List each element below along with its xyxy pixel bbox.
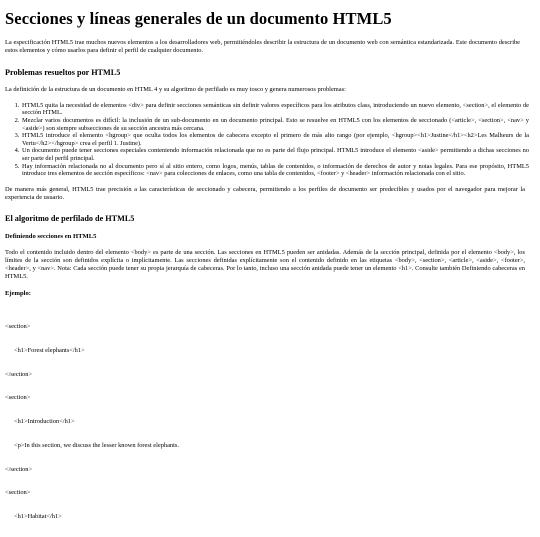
section-heading-algorithm: El algoritmo de perfilado de HTML5 [5, 214, 135, 224]
page-title: Secciones y líneas generales de un documento HTML5 [5, 9, 392, 28]
problems-list [5, 102, 529, 178]
code-line: <section> [5, 323, 31, 331]
code-line: <h1>Forest elephants</h1> [14, 347, 85, 355]
code-line: </section> [5, 370, 33, 378]
defining-sections-paragraph: Todo el contenido incluido dentro del elemento <body> es parte de una sección. Las secciones en HTML5 pueden ser anidadas. Además de la sección principal, definida por el elemento <body>, los límites de la sección son definidos explícita o implícitamente. Las secciones definidas explícitamente son el contenido definido en las etiquetas <body>, <section>, <article>, <aside>, <footer>, <header>, y <nav>. Nota: Cada sección puede tener su propia jerarquía de cabeceras. Por lo tanto, incluso una sección anidada puede tener un elemento <h1>. Consulte también Definiendo cabeceras en HTML5. [5, 249, 525, 280]
list-item: 4. Un documento puede tener secciones especiales conteniendo información relacionada que no es parte del flujo principal. HTML5 introduce el elemento <aside> permitiendo a dichas secciones no ser parte del perfil principal. [21, 147, 529, 162]
intro-paragraph: La especificación HTML5 trae muchos nuevos elementos a los desarrolladores web, permitiéndoles describir la estructura de un documento web con semántica estandarizada. Este documento describe estos elementos y cómo usarlos para definir el perfil de cualquier documento. [5, 39, 520, 54]
subsection-heading-defining: Definiendo secciones en HTML5 [5, 233, 97, 241]
list-item: 1. HTML5 quita la necesidad de elementos <div> para definir secciones semánticas sin definir valores específicos para los atributos class, introduciendo un nuevo elemento, <section>, el elemento de sección HTML. [21, 102, 529, 117]
example-label: Ejemplo: [5, 289, 32, 297]
document-page [5, 0, 535, 537]
problems-lead-paragraph: La definición de la estructura de un documento en HTML 4 y su algoritmo de perfilado es muy tosco y genera numerosos problemas: [5, 86, 346, 93]
code-line: </section> [5, 465, 33, 473]
code-line: <p>In this section, we discuss the lesser known forest elephants. [14, 441, 179, 449]
list-item: 5. Hay información relacionada no al documento pero sí al sitio entero, como logos, menús, tablas de contenidos, o información de derechos de autor y notas legales. Para ese propósito, HTML5 introduce tres elementos de sección específicos: <nav> para colecciones de enlaces, como una tabla de contenidos, <footer> y <header> información relacionada con el sitio. [21, 163, 529, 178]
section-heading-problems: Problemas resueltos por HTML5 [5, 68, 121, 77]
problems-closing-paragraph: De manera más general, HTML5 trae precisión a las características de seccionado y cabecera, permitiendo a los perfiles de documento ser predecibles y usados por el navegador para mejorar la experiencia de usuario. [5, 185, 525, 201]
code-example [5, 308, 535, 537]
list-item: 3. HTML5 introduce el elemento <hgroup> que oculta todos los elementos de cabecera excepto el primero de más alto rango (por ejemplo, <hgroup><h1>Justine</h1><h2>Les Malheurs de la Vertu</h2></hgroup> crea el perfil 1. Justine). [21, 132, 529, 147]
code-line: <h1>Habitat</h1> [14, 513, 62, 521]
code-line: <section> [5, 489, 31, 497]
code-line: <section> [5, 394, 31, 402]
code-line: <h1>Introduction</h1> [14, 418, 75, 426]
list-item: 2. Mezclar varios documentos es difícil: la inclusión de un sub-documento en un documento principal. Esto se resuelve en HTML5 con los elementos de seccionado (<article>, <section>, <nav> y <aside>) son siempre subsecciones de su sección ancestra más cercana. [21, 117, 529, 132]
